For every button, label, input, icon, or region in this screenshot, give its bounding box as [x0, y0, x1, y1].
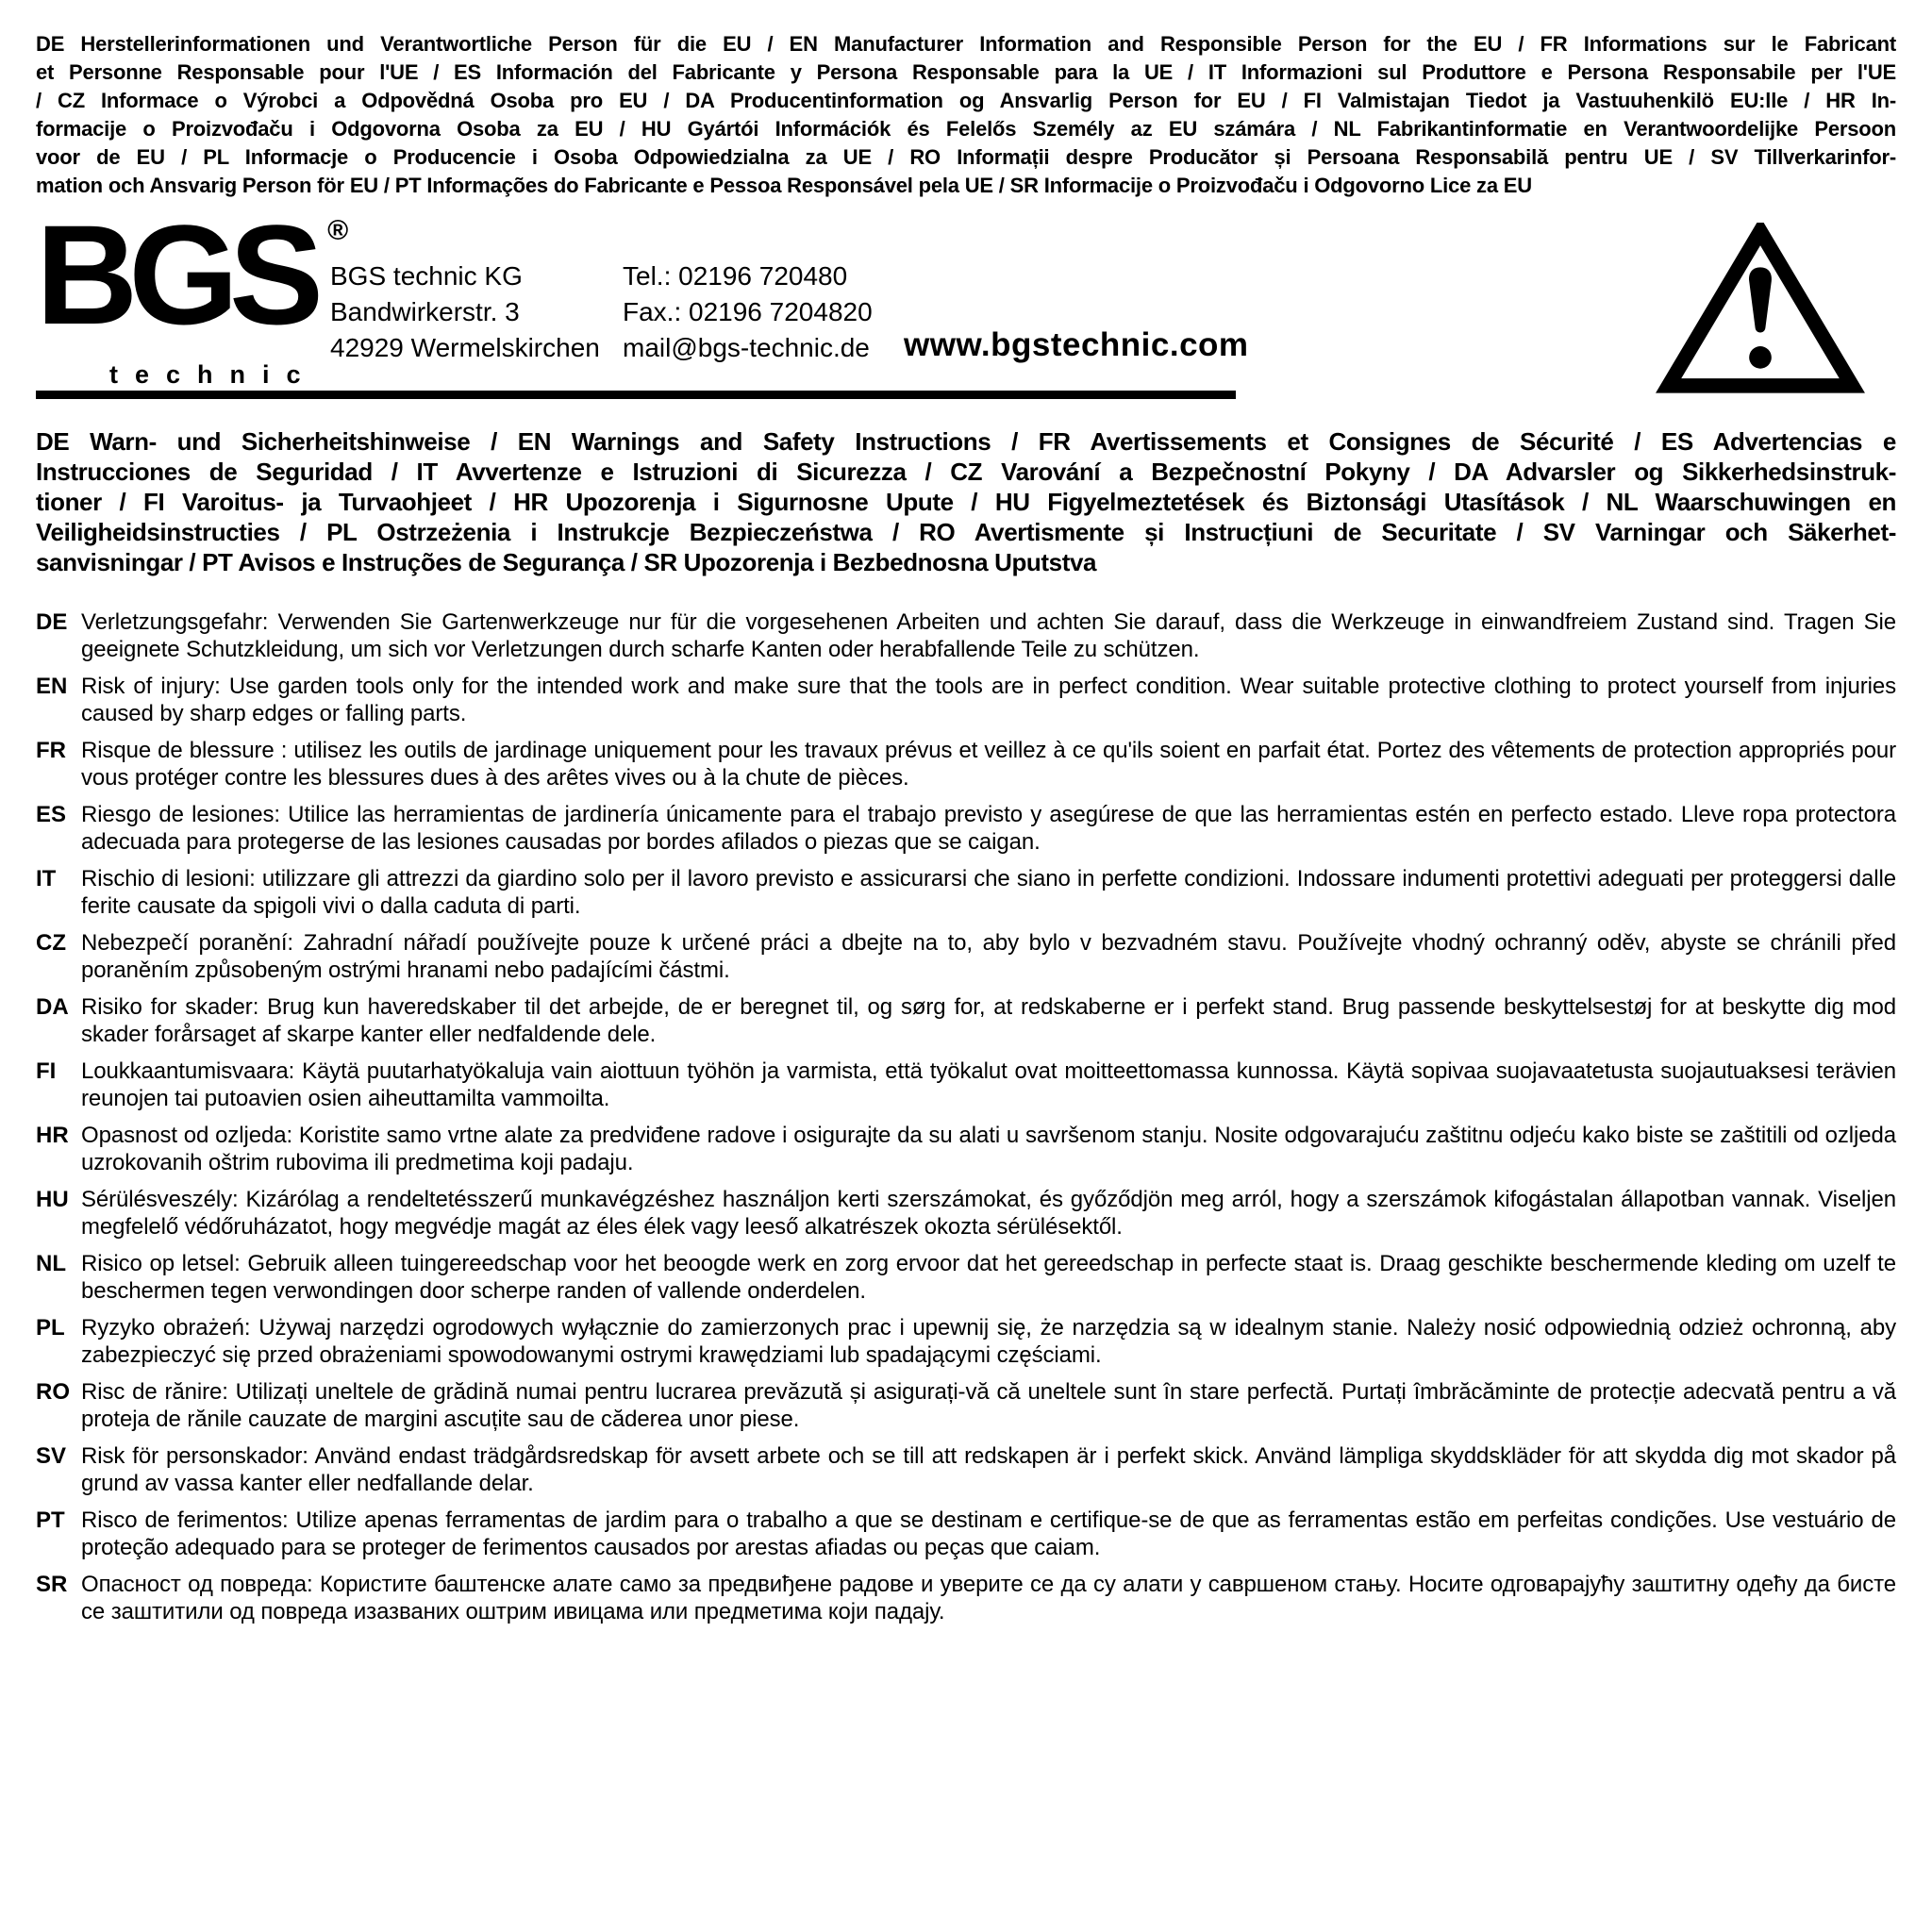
warning-item-ro — [36, 1378, 1896, 1433]
warning-text: Risk för personskador: Använd endast trädgårdsredskap för avsett arbete och se till att redskapen är i perfekt skick. Använd lämpliga skyddskläder för att skydda dig mot skador på grund av vassa kanter eller nedfallande delar. — [81, 1443, 1896, 1496]
warning-item-sv — [36, 1442, 1896, 1497]
safety-line-4: Veiligheidsinstructies / PL Ostrzeżenia i Instrukcje Bezpieczeństwa / RO Avertismente și Instrucțiuni de Securitate / SV Varningar och Säkerhet- — [36, 518, 1896, 546]
bgs-logo — [36, 195, 349, 390]
warning-item-nl — [36, 1250, 1896, 1305]
bgs-logo-technic-text: technic — [109, 360, 318, 389]
warning-item-it — [36, 865, 1896, 920]
heading-line-1: DE Herstellerinformationen und Verantwortliche Person für die EU / EN Manufacturer Information and Responsible Person for the EU / FR Informations sur le Fabricant — [36, 32, 1896, 56]
email-address: mail@bgs-technic.de — [623, 333, 870, 362]
warning-item-de — [36, 608, 1896, 663]
warning-text: Risiko for skader: Brug kun haveredskaber til det arbejde, de er beregnet til, og sørg for, at redskaberne er i perfekt stand. Brug passende beskyttelsestøj for at beskytte dig mod skader forårsaget af skarpe kanter eller nedfaldende dele. — [81, 994, 1896, 1047]
warning-item-pl — [36, 1314, 1896, 1369]
language-code: HU — [36, 1187, 69, 1212]
language-code: DE — [36, 609, 68, 635]
warning-item-fr — [36, 737, 1896, 791]
bgs-logo-wordmark — [36, 195, 349, 354]
company-contact — [623, 258, 873, 366]
language-code: CZ — [36, 930, 66, 956]
registered-trademark-icon: ® — [327, 215, 349, 246]
language-code: RO — [36, 1379, 70, 1405]
warning-text: Risc de rănire: Utilizați uneltele de grădină numai pentru lucrarea prevăzută și asigurați-vă că uneltele sunt în stare perfectă. Purtați îmbrăcăminte de protecție adecvată pentru a vă proteja de rănile cauzate de margini ascuțite sau de căderea unor piese. — [81, 1379, 1896, 1432]
warning-item-pt — [36, 1507, 1896, 1561]
warning-item-hr — [36, 1122, 1896, 1176]
warning-item-cz — [36, 929, 1896, 984]
warning-text: Opasnost od ozljeda: Koristite samo vrtne alate za predviđene radove i osigurajte da su alati u savršenom stanju. Nosite odgovarajuću zaštitnu odjeću kako biste se zaštitili od ozljeda uzrokovanih oštrim rubovima ili predmetima koji padaju. — [81, 1123, 1896, 1175]
warning-text: Rischio di lesioni: utilizzare gli attrezzi da giardino solo per il lavoro previsto e assicurarsi che siano in perfette condizioni. Indossare indumenti protettivi adeguati per proteggersi dalle ferite causate da spigoli vivi o dalla caduta di parti. — [81, 866, 1896, 919]
warning-triangle-icon — [1651, 223, 1870, 394]
safety-line-5: sanvisningar / PT Avisos e Instruções de Segurança / SR Upozorenja i Bezbednosna Uputstva — [36, 548, 1097, 576]
language-code: FR — [36, 738, 66, 763]
language-code: NL — [36, 1251, 66, 1276]
warning-item-da — [36, 993, 1896, 1048]
safety-line-1: DE Warn- und Sicherheitshinweise / EN Warnings and Safety Instructions / FR Avertissements et Consignes de Sécurité / ES Advertencias e — [36, 427, 1896, 456]
company-address — [330, 258, 600, 366]
warning-item-en — [36, 673, 1896, 727]
warning-item-hu — [36, 1186, 1896, 1241]
warning-item-es — [36, 801, 1896, 856]
language-code: FI — [36, 1058, 57, 1084]
heading-line-5: voor de EU / PL Informacje o Producencie i Osoba Odpowiedzialna za UE / RO Informații despre Producător și Persoana Responsabilă pentru UE / SV Tillverkarinfor- — [36, 145, 1896, 169]
heading-line-3: / CZ Informace o Výrobci a Odpovědná Osoba pro EU / DA Producentinformation og Ansvarlig Person for EU / FI Valmistajan Tiedot ja Vastuuhenkilö EU:lle / HR In- — [36, 89, 1896, 112]
heading-line-4: formacije o Proizvođaču i Odgovorna Osoba za EU / HU Gyártói Információk és Felelős Személy az EU számára / NL Fabrikantinformatie en Verantwoordelijke Persoon — [36, 117, 1896, 141]
language-code: DA — [36, 994, 69, 1020]
safety-heading — [36, 426, 1896, 577]
company-street: Bandwirkerstr. 3 — [330, 297, 520, 326]
safety-line-3: tioner / FI Varoitus- ja Turvaohjeet / HR Upozorenja i Sigurnosne Upute / HU Figyelmeztetések és Biztonsági Utasítások / NL Waarschuwingen en — [36, 488, 1896, 516]
warning-text: Опасност од повреда: Користите баштенске алате само за предвиђене радове и уверите се да су алати у савршеном стању. Носите одговарајућу заштитну одећу да бисте се заштитили од повреда изазваних оштрим ивицама или предметима који падају. — [81, 1572, 1896, 1624]
language-code: IT — [36, 866, 57, 891]
language-code: ES — [36, 802, 67, 827]
warning-text: Nebezpečí poranění: Zahradní nářadí používejte pouze k určené práci a dbejte na to, aby bylo v bezvadném stavu. Používejte vhodný ochranný oděv, abyste se chránili před poraněním způsobeným ostrými hranami nebo padajícími částmi. — [81, 930, 1896, 983]
warning-text: Ryzyko obrażeń: Używaj narzędzi ogrodowych wyłącznie do zamierzonych prac i upewnij się, że narzędzia są w idealnym stanie. Należy nosić odpowiednią odzież ochronną, aby zabezpieczyć się przed obrażeniami spowodowanymi ostrymi krawędziami lub spadającymi częściami. — [81, 1315, 1896, 1368]
bgs-logo-text: BGS — [36, 195, 315, 354]
warning-text: Risque de blessure : utilisez les outils de jardinage uniquement pour les travaux prévus et veillez à ce qu'ils soient en parfait état. Portez des vêtements de protection appropriés pour vous protéger contre les blessures dues à des arêtes vives ou à la chute de pièces. — [81, 738, 1896, 791]
heading-line-6: mation och Ansvarig Person för EU / PT Informações do Fabricante e Pessoa Responsável pela UE / SR Informacije o Proizvođaču i Odgovorno Lice za EU — [36, 174, 1532, 197]
language-code: SV — [36, 1443, 67, 1469]
language-code: HR — [36, 1123, 69, 1148]
warning-text: Risco de ferimentos: Utilize apenas ferramentas de jardim para o trabalho a que se destinam e certifique-se de que as ferramentas estão em perfeitas condições. Use vestuário de proteção adequado para se proteger de ferimentos causados por arestas afiadas ou peças que caiam. — [81, 1507, 1896, 1560]
divider — [36, 391, 1236, 399]
warning-text: Loukkaantumisvaara: Käytä puutarhatyökaluja vain aiottuun työhön ja varmista, että työkalut ovat moitteettomassa kunnossa. Käytä sopivaa suojavaatetusta suojautuaksesi terävien reunojen tai putoavien osien aiheuttamilta vammoilta. — [81, 1058, 1896, 1111]
heading-line-2: et Personne Responsable pour l'UE / ES Información del Fabricante y Persona Responsable para la UE / IT Informazioni sul Produttore e Persona Responsabile per l'UE — [36, 60, 1896, 84]
language-code: PT — [36, 1507, 65, 1533]
brand-row — [36, 195, 1896, 394]
language-code: SR — [36, 1572, 68, 1597]
warning-text: Risico op letsel: Gebruik alleen tuingereedschap voor het beoogde werk en zorg ervoor dat het gereedschap in perfecte staat is. Draag geschikte beschermende kleding om uzelf te beschermen tegen verwondingen door scherpe randen of vallende onderdelen. — [81, 1251, 1896, 1304]
company-name: BGS technic KG — [330, 261, 523, 291]
website-url: www.bgstechnic.com — [904, 326, 1249, 363]
warning-text: Verletzungsgefahr: Verwenden Sie Gartenwerkzeuge nur für die vorgesehenen Arbeiten und achten Sie darauf, dass die Werkzeuge in einwandfreiem Zustand sind. Tragen Sie geeignete Schutzkleidung, um sich vor Verletzungen durch scharfe Kanten oder herabfallende Teile zu schützen. — [81, 609, 1896, 662]
company-city: 42929 Wermelskirchen — [330, 333, 600, 362]
warning-item-sr — [36, 1571, 1896, 1625]
warnings-list — [36, 608, 1896, 1635]
language-code: PL — [36, 1315, 65, 1341]
warning-text: Risk of injury: Use garden tools only for the intended work and make sure that the tools are in perfect condition. Wear suitable protective clothing to protect yourself from injuries caused by sharp edges or falling parts. — [81, 674, 1896, 726]
language-code: EN — [36, 674, 68, 699]
phone-number: Tel.: 02196 720480 — [623, 261, 848, 291]
fax-number: Fax.: 02196 7204820 — [623, 297, 873, 326]
warning-text: Sérülésveszély: Kizárólag a rendeltetésszerű munkavégzéshez használjon kerti szerszámokat, és győződjön meg arról, hogy a szerszámok kifogástalan állapotban vannak. Viseljen megfelelő védőruházatot, hogy megvédje magát az éles élek vagy leeső alkatrészek okozta sérülésektől. — [81, 1187, 1896, 1240]
warning-item-fi — [36, 1058, 1896, 1112]
warning-text: Riesgo de lesiones: Utilice las herramientas de jardinería únicamente para el trabajo previsto y asegúrese de que las herramientas estén en perfecto estado. Lleve ropa protectora adecuada para protegerse de las lesiones causadas por bordes afilados o piezas que se caigan. — [81, 802, 1896, 855]
safety-line-2: Instrucciones de Seguridad / IT Avvertenze e Istruzioni di Sicurezza / CZ Varování a Bezpečnostní Pokyny / DA Advarsler og Sikkerhedsinstruk- — [36, 458, 1896, 486]
manufacturer-info-heading — [36, 30, 1896, 200]
